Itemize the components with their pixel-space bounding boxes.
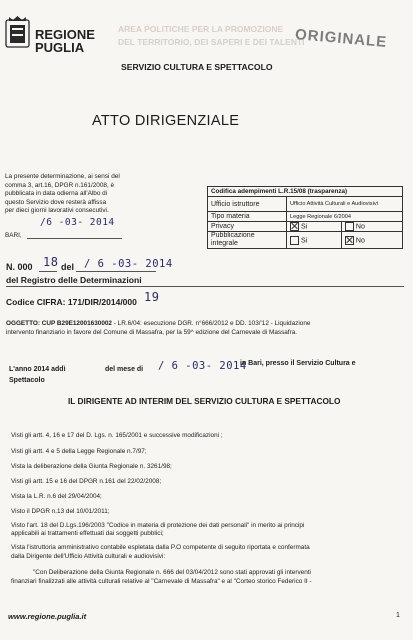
originale-stamp: ORIGINALE <box>294 26 388 51</box>
deliberazione-line: finanziari finalizzati alle attività culturali relative al "Carnevale di Massafra" e al "Corteo storico Federico II - <box>11 578 312 585</box>
publication-signature-line <box>27 238 122 239</box>
visto-art18-line: applicabili ai trattamenti effettuati dai soggetti pubblici; <box>11 530 164 537</box>
deliberazione-line: "Con Deliberazione della Giunta Regionale n. 666 del 03/04/2012 sono stati approvati gli interventi <box>33 569 311 576</box>
codice-cifra-label: Codice CIFRA: 171/DIR/2014/000 <box>6 297 137 307</box>
mese-label: del mese di <box>105 366 144 373</box>
oggetto-line2: intervento finanziario in favore del Comune di Massafra, per la 59^ edizione del Carnevale di Massafra. <box>6 329 298 336</box>
registry-date-handwritten: / 6 -03- 2014 <box>84 258 173 270</box>
registry-number-handwritten: 18 <box>43 255 59 269</box>
pubblicazione-si-option <box>287 232 342 249</box>
registry-del-label: del <box>61 262 75 272</box>
regione-puglia-logo <box>5 14 30 50</box>
visti-item: Visto il DPGR n.13 del 10/01/2011; <box>11 508 110 515</box>
visti-item: Visti gli artt. 4, 16 e 17 del D. Lgs. n. 165/2001 e successive modificazioni ; <box>11 432 223 439</box>
publication-notice <box>5 173 120 216</box>
privacy-no-checkbox <box>345 222 354 231</box>
codifica-label-pubblicazione: Pubblicazione integrale <box>208 232 287 249</box>
pubblicazione-si-checkbox <box>290 236 299 245</box>
anno-date-handwritten: / 6 -03- 2014 <box>158 360 247 372</box>
area-watermark-line1: AREA POLITICHE PER LA PROMOZIONE <box>118 24 284 34</box>
pubblicazione-no-option <box>341 232 402 249</box>
privacy-si-option <box>287 222 342 232</box>
registry-subtitle: del Registro delle Determinazioni <box>6 275 142 285</box>
publication-line: pubblicata in data odierna all'Albo di <box>5 190 108 198</box>
codifica-table <box>207 186 403 249</box>
registry-date-line <box>76 271 156 272</box>
publication-line: per dieci giorni lavorativi consecutivi. <box>5 207 109 215</box>
publication-line: La presente determinazione, ai sensi del <box>5 173 120 180</box>
anno-place-line2: Spettacolo <box>9 377 45 384</box>
pubblicazione-no-label: No <box>355 236 365 244</box>
codifica-label-tipo: Tipo materia <box>208 212 287 222</box>
visti-item: Visti gli artt. 4 e 5 della Legge Regionale n.7/97; <box>11 448 147 455</box>
privacy-no-label: No <box>355 223 365 231</box>
publication-place: BARI, <box>5 232 22 239</box>
publication-line: questo Servizio dove resterà affissa <box>5 198 107 206</box>
area-watermark-line2: DEL TERRITORIO, DEI SAPERI E DEI TALENTI <box>118 37 305 47</box>
publication-date-handwritten: /6 -03- 2014 <box>40 217 115 228</box>
region-name-line2: PUGLIA <box>35 40 85 55</box>
registry-divider <box>6 286 404 287</box>
page-number: 1 <box>396 612 400 619</box>
registry-number-prefix: N. 000 <box>6 262 33 272</box>
oggetto-label: OGGETTO: CUP B29E12001630002 <box>6 320 112 327</box>
oggetto-line1 <box>6 320 310 327</box>
privacy-no-option <box>341 222 402 232</box>
privacy-si-checkbox-checked <box>290 222 299 231</box>
codifica-value-tipo: Legge Regionale 6/2004 <box>287 212 403 222</box>
oggetto-text: - LR.6/04: esecuzione DGR. n°666/2012 e DD. 103/'12 - Liquidazione <box>111 320 311 327</box>
document-title: ATTO DIRIGENZIALE <box>92 113 240 129</box>
visto-art18-line: Visto l'art. 18 del D.Lgs.196/2003 "Codice in materia di protezione dei dati personali" in merito ai principi <box>11 522 305 529</box>
pubblicazione-no-checkbox-checked <box>345 236 354 245</box>
codifica-value-ufficio: Ufficio Attività Culturali e Audiovisivi <box>287 197 403 212</box>
service-name: SERVIZIO CULTURA E SPETTACOLO <box>121 62 273 72</box>
pubblicazione-si-label: Si <box>301 236 308 244</box>
visti-item: Vista la deliberazione della Giunta Regionale n. 3261/98; <box>11 463 172 470</box>
visti-item: Visti gli artt. 15 e 16 del DPGR n.161 del 22/02/2008; <box>11 478 162 485</box>
codifica-label-ufficio: Ufficio istruttore <box>208 197 287 212</box>
visti-item: Vista la L.R. n.6 del 29/04/2004; <box>11 493 102 500</box>
dirigente-heading: IL DIRIGENTE AD INTERIM DEL SERVIZIO CULTURA E SPETTACOLO <box>68 396 341 406</box>
publication-line: comma 3, art.16, DPGR n.161/2008, è <box>5 181 115 189</box>
footer-url: www.regione.puglia.it <box>8 612 87 621</box>
anno-place: in Bari, presso il Servizio Cultura e <box>240 360 356 367</box>
vista-istruttoria-line: Vista l'istruttoria amministrativo contabile espletata dalla P.O competente di seguito riportata e confermata <box>11 544 310 551</box>
anno-label: L'anno 2014 addì <box>9 366 66 373</box>
privacy-si-label: Si <box>301 223 308 231</box>
codice-cifra-handwritten: 19 <box>144 290 160 304</box>
vista-istruttoria-line: dalla Dirigente dell'Ufficio Attività culturali e audiovisivi: <box>11 553 166 560</box>
registry-number-line <box>39 271 57 272</box>
codifica-label-privacy: Privacy <box>208 222 287 232</box>
region-name-line1: REGIONE <box>35 27 95 42</box>
codifica-heading: Codifica adempimenti L.R.15/08 (trasparenza) <box>208 187 403 197</box>
